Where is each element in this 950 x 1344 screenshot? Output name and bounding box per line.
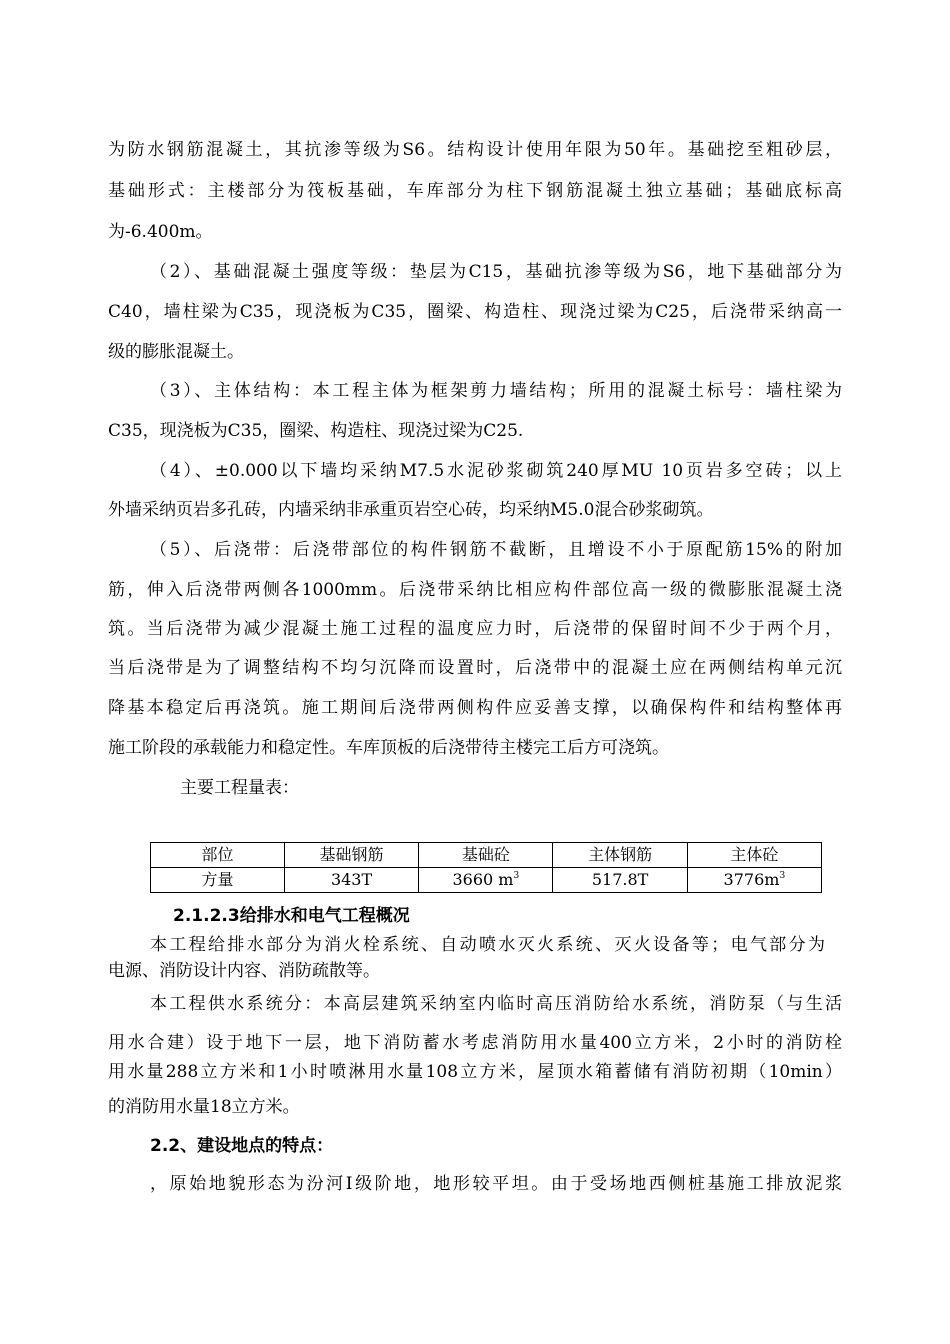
table-header-cell: 部位 <box>151 843 285 868</box>
paragraph-line: 降基本稳定后再浇筑。施工期间后浇带两侧构件应妥善支撑，以确保构件和结构整体再 <box>108 698 842 718</box>
paragraph-line: ，原始地貌形态为汾河Ⅰ级阶地，地形较平坦。由于受场地西侧桩基施工排放泥浆 <box>150 1174 842 1194</box>
paragraph-line: 当后浇带是为了调整结构不均匀沉降而设置时，后浇带中的混凝土应在两侧结构单元沉 <box>108 658 842 678</box>
table-cell <box>687 868 821 893</box>
paragraph-line: 为防水钢筋混凝土，其抗渗等级为S6。结构设计使用年限为50年。基础挖至粗砂层， <box>108 140 842 160</box>
paragraph-line: 基础形式：主楼部分为筏板基础，车库部分为柱下钢筋混凝土独立基础；基础底标高 <box>108 181 842 201</box>
quantity-table <box>150 842 822 893</box>
table-header-cell: 主体钢筋 <box>553 843 687 868</box>
paragraph-line: 本工程供水系统分：本高层建筑采纳室内临时高压消防给水系统，消防泵（与生活 <box>150 994 842 1014</box>
cell-superscript: 3 <box>513 871 520 881</box>
paragraph-line: （4）、±0.000以下墙均采纳M7.5水泥砂浆砌筑240厚MU 10页岩多空砖；以上 <box>150 461 842 481</box>
paragraph-line: （5）、后浇带：后浇带部位的构件钢筋不截断，且增设不小于原配筋15%的附加 <box>150 540 842 560</box>
paragraph-line: 施工阶段的承载能力和稳定性。车库顶板的后浇带待主楼完工后方可浇筑。 <box>108 738 669 758</box>
paragraph-line: 用水合建）设于地下一层，地下消防蓄水考虑消防用水量400立方米，2小时的消防栓 <box>108 1033 842 1053</box>
table-header-row <box>151 843 822 868</box>
paragraph-line: C35，现浇板为C35，圈梁、构造柱、现浇过梁为C25. <box>108 421 524 441</box>
table-header-cell: 主体砼 <box>687 843 821 868</box>
cell-superscript: 3 <box>779 871 786 881</box>
table-row-label: 方量 <box>151 868 285 893</box>
cell-value: 3660 m <box>452 870 514 889</box>
table-row <box>151 868 822 893</box>
paragraph-line: 筑。当后浇带为减少混凝土施工过程的温度应力时，后浇带的保留时间不少于两个月， <box>108 619 842 639</box>
table-header-cell: 基础钢筋 <box>284 843 418 868</box>
section-heading: 2.2、建设地点的特点： <box>150 1136 334 1156</box>
table-caption: 主要工程量表： <box>180 778 299 798</box>
paragraph-line: 的消防用水量18立方米。 <box>108 1097 300 1117</box>
paragraph-line: 电源、消防设计内容、消防疏散等。 <box>108 961 380 981</box>
table-cell <box>419 868 553 893</box>
paragraph-line: 用水量288立方米和1小时喷淋用水量108立方米，屋顶水箱蓄储有消防初期（10min） <box>108 1062 842 1082</box>
paragraph-line: 筋，伸入后浇带两侧各1000mm。后浇带采纳比相应构件部位高一级的微膨胀混凝土浇 <box>108 580 842 600</box>
table-cell: 517.8T <box>553 868 687 893</box>
paragraph-line: 级的膨胀混凝土。 <box>108 342 244 362</box>
paragraph-line: 外墙采纳页岩多孔砖，内墙采纳非承重页岩空心砖，均采纳M5.0混合砂浆砌筑。 <box>108 500 714 520</box>
paragraph-line: （3）、主体结构：本工程主体为框架剪力墙结构；所用的混凝土标号：墙柱梁为 <box>150 381 842 401</box>
paragraph-line: C40，墙柱梁为C35，现浇板为C35，圈梁、构造柱、现浇过梁为C25，后浇带采纳高一 <box>108 302 842 322</box>
paragraph-line: （2）、基础混凝土强度等级：垫层为C15，基础抗渗等级为S6，地下基础部分为 <box>150 262 842 282</box>
section-heading: 2.1.2.3给排水和电气工程概况 <box>173 906 410 926</box>
cell-value: 3776m <box>723 870 780 889</box>
paragraph-line: 本工程给排水部分为消火栓系统、自动喷水灭火系统、灭火设备等；电气部分为 <box>150 935 825 955</box>
paragraph-line: 为-6.400m。 <box>108 222 213 242</box>
table-header-cell: 基础砼 <box>419 843 553 868</box>
table-cell: 343T <box>284 868 418 893</box>
